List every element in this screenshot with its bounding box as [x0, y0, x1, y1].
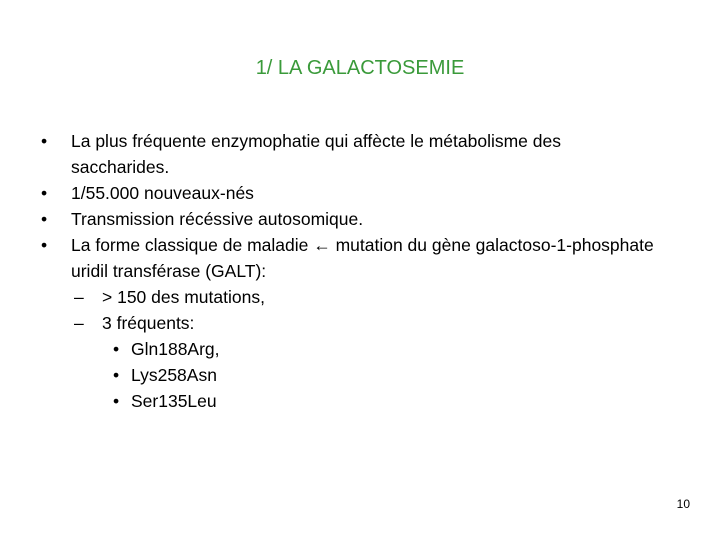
list-item: [0, 128, 720, 180]
sub-sub-list-item-text: Lys258Asn: [131, 365, 217, 385]
bullet-icon: •: [41, 131, 48, 151]
dash-icon: –: [74, 287, 84, 307]
dash-icon: –: [74, 313, 84, 333]
bullet-icon: •: [113, 339, 120, 359]
sub-sub-list-item-text: Ser135Leu: [131, 391, 217, 411]
bullet-icon: •: [41, 209, 48, 229]
bullet-icon: •: [113, 391, 120, 411]
list-item: [0, 232, 720, 284]
sub-list-item-text: 3 fréquents:: [102, 313, 195, 333]
list-item-text: La plus fréquente enzymophatie qui affècte le métabolisme des saccharides.: [71, 131, 561, 177]
bullet-icon: •: [113, 365, 120, 385]
list-item: [0, 206, 720, 232]
sub-list-item-text: > 150 des mutations,: [102, 287, 265, 307]
sub-sub-list-item: [0, 362, 720, 388]
sub-sub-list-item-text: Gln188Arg,: [131, 339, 220, 359]
list-item-text: La forme classique de maladie ← mutation du gène galactoso-1-phosphate uridil transférase (GALT):: [71, 235, 654, 281]
bullet-icon: •: [41, 235, 48, 255]
list-item-text: 1/55.000 nouveaux-nés: [71, 183, 254, 203]
bullet-icon: •: [41, 183, 48, 203]
sub-sub-list-item: [0, 388, 720, 414]
sub-list-item: [0, 284, 720, 310]
sub-sub-list-item: [0, 336, 720, 362]
list-item-text: Transmission récéssive autosomique.: [71, 209, 364, 229]
sub-list-item: [0, 310, 720, 336]
page-number: 10: [676, 497, 690, 511]
slide-title: 1/ LA GALACTOSEMIE: [255, 57, 465, 79]
list-item: [0, 180, 720, 206]
bullet-list: [0, 128, 720, 414]
